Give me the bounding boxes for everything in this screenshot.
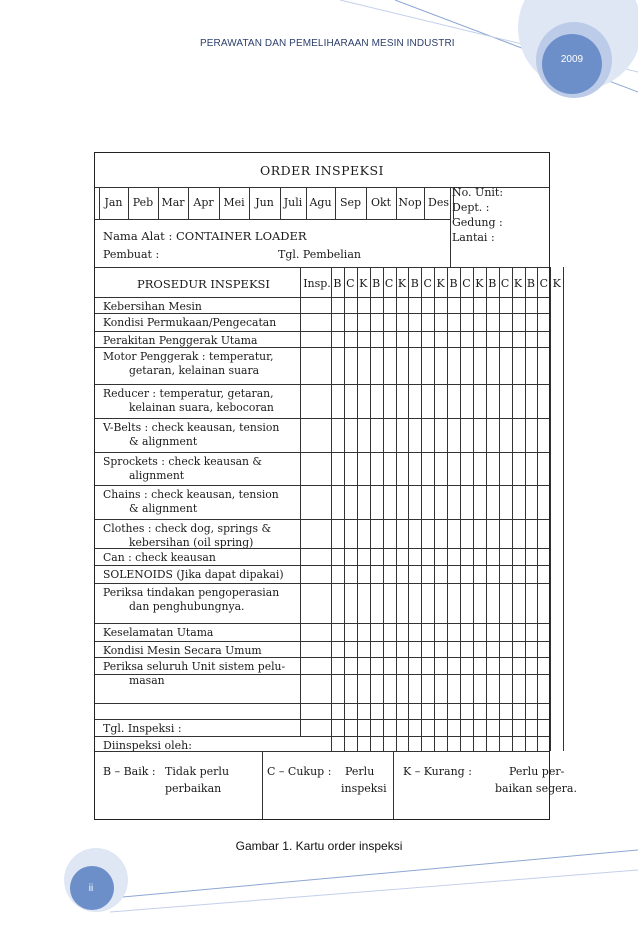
legend-desc: perbaikan bbox=[165, 782, 222, 795]
rule-line bbox=[95, 657, 549, 658]
grade-header: C bbox=[462, 277, 471, 290]
inspection-item: Clothes : check dog, springs & bbox=[103, 522, 272, 535]
inspection-item: Motor Penggerak : temperatur, bbox=[103, 350, 274, 363]
rule-line bbox=[473, 267, 474, 751]
grade-header: K bbox=[552, 277, 561, 290]
nama-alat: Nama Alat : CONTAINER LOADER bbox=[103, 229, 307, 243]
rule-line bbox=[525, 267, 526, 751]
month-mei: Mei bbox=[223, 196, 245, 209]
rule-line bbox=[99, 187, 100, 219]
rule-line bbox=[95, 719, 549, 720]
rule-line bbox=[95, 313, 549, 314]
month-juli: Juli bbox=[283, 196, 303, 209]
inspection-item: Perakitan Penggerak Utama bbox=[103, 334, 258, 347]
tgl-pembelian: Tgl. Pembelian bbox=[278, 248, 361, 261]
rule-line bbox=[424, 187, 425, 219]
inspection-item: SOLENOIDS (Jika dapat dipakai) bbox=[103, 568, 284, 581]
rule-line bbox=[335, 187, 336, 219]
rule-line bbox=[366, 187, 367, 219]
legend-code: B – Baik : bbox=[103, 765, 156, 778]
legend-code: C – Cukup : bbox=[267, 765, 332, 778]
grade-header: C bbox=[423, 277, 432, 290]
insp-header: Insp. bbox=[303, 277, 331, 290]
inspection-item: & alignment bbox=[129, 502, 198, 515]
rule-line bbox=[447, 267, 448, 751]
legend-code: K – Kurang : bbox=[403, 765, 472, 778]
rule-line bbox=[357, 267, 358, 751]
rule-line bbox=[95, 583, 549, 584]
rule-line bbox=[486, 267, 487, 751]
inspection-item: Periksa seluruh Unit sistem pelu- bbox=[103, 660, 286, 673]
rule-line bbox=[450, 187, 451, 267]
legend-desc: inspeksi bbox=[341, 782, 387, 795]
month-nop: Nop bbox=[398, 196, 422, 209]
rule-line bbox=[280, 187, 281, 219]
rule-line bbox=[95, 187, 549, 188]
inspection-item: alignment bbox=[129, 469, 185, 482]
month-apr: Apr bbox=[193, 196, 214, 209]
rule-line bbox=[95, 485, 549, 486]
inspection-item: Kebersihan Mesin bbox=[103, 300, 202, 313]
rule-line bbox=[95, 452, 549, 453]
grade-header: B bbox=[488, 277, 497, 290]
rule-line bbox=[460, 267, 461, 751]
grade-header: C bbox=[500, 277, 510, 290]
inspection-order-card bbox=[94, 152, 577, 820]
rule-line bbox=[95, 418, 549, 419]
rule-line bbox=[499, 267, 500, 751]
inspection-item: Reducer : temperatur, getaran, bbox=[103, 387, 274, 400]
inspection-item: masan bbox=[129, 674, 165, 687]
grade-header: C bbox=[346, 277, 355, 290]
inspection-item: kelainan suara, kebocoran bbox=[129, 401, 274, 414]
inspection-item: Chains : check keausan, tension bbox=[103, 488, 279, 501]
rule-line bbox=[563, 267, 564, 751]
month-okt: Okt bbox=[370, 196, 392, 209]
rule-line bbox=[95, 623, 549, 624]
month-des: Des bbox=[428, 196, 449, 209]
legend-desc: Perlu per- bbox=[509, 765, 565, 778]
rule-line bbox=[331, 267, 332, 751]
inspection-item: Sprockets : check keausan & bbox=[103, 455, 263, 468]
rule-line bbox=[95, 384, 549, 385]
rule-line bbox=[95, 548, 549, 549]
rule-line bbox=[453, 187, 454, 219]
grade-header: C bbox=[384, 277, 394, 290]
unit-info-3: Lantai : bbox=[452, 231, 495, 244]
grade-header: B bbox=[372, 277, 381, 290]
tgl-inspeksi: Tgl. Inspeksi : bbox=[103, 722, 182, 735]
month-sep: Sep bbox=[339, 196, 362, 209]
grade-header: B bbox=[410, 277, 419, 290]
legend-desc: Tidak perlu bbox=[165, 765, 230, 778]
rule-line bbox=[95, 219, 451, 220]
month-mar: Mar bbox=[161, 196, 185, 209]
rule-line bbox=[262, 751, 263, 819]
rule-line bbox=[344, 267, 345, 751]
figure-caption: Gambar 1. Kartu order inspeksi bbox=[235, 839, 403, 853]
rule-line bbox=[300, 267, 301, 736]
unit-info-0: No. Unit: bbox=[452, 186, 504, 199]
month-agu: Agu bbox=[309, 196, 332, 209]
page-number: ii bbox=[88, 883, 94, 894]
inspection-item: getaran, kelainan suara bbox=[129, 364, 260, 377]
rule-line bbox=[512, 267, 513, 751]
inspection-item: & alignment bbox=[129, 435, 198, 448]
inspection-item: V-Belts : check keausan, tension bbox=[103, 421, 280, 434]
rule-line bbox=[95, 347, 549, 348]
grade-header: K bbox=[436, 277, 445, 290]
rule-line bbox=[95, 297, 549, 298]
grade-header: B bbox=[333, 277, 342, 290]
inspection-item: kebersihan (oil spring) bbox=[129, 536, 254, 549]
pembuat: Pembuat : bbox=[103, 248, 160, 261]
unit-info-1: Dept. : bbox=[452, 201, 490, 214]
grade-header: K bbox=[513, 277, 523, 290]
inspection-item: Can : check keausan bbox=[103, 551, 216, 564]
header-year: 2009 bbox=[560, 54, 584, 65]
inspection-item: Kondisi Mesin Secara Umum bbox=[103, 644, 262, 657]
rule-line bbox=[306, 187, 307, 219]
rule-line bbox=[396, 267, 397, 751]
rule-line bbox=[95, 751, 549, 752]
legend-desc: Perlu bbox=[345, 765, 375, 778]
rule-line bbox=[537, 267, 538, 751]
rule-line bbox=[95, 641, 549, 642]
rule-line bbox=[408, 267, 409, 751]
grade-header: B bbox=[526, 277, 535, 290]
rule-line bbox=[370, 267, 371, 751]
rule-line bbox=[249, 187, 250, 219]
grade-header: C bbox=[539, 277, 549, 290]
rule-line bbox=[550, 267, 551, 751]
inspection-item: Periksa tindakan pengoperasian bbox=[103, 586, 280, 599]
rule-line bbox=[158, 187, 159, 219]
rule-line bbox=[95, 565, 549, 566]
grade-header: K bbox=[359, 277, 368, 290]
month-peb: Peb bbox=[132, 196, 154, 209]
inspection-item: Keselamatan Utama bbox=[103, 626, 214, 639]
running-header: PERAWATAN DAN PEMELIHARAAN MESIN INDUSTRI bbox=[200, 38, 455, 49]
rule-line bbox=[95, 736, 549, 737]
month-jun: Jun bbox=[255, 196, 274, 209]
inspection-item: Kondisi Permukaan/Pengecatan bbox=[103, 316, 277, 329]
rule-line bbox=[95, 674, 549, 675]
rule-line bbox=[95, 267, 549, 268]
rule-line bbox=[188, 187, 189, 219]
unit-info-2: Gedung : bbox=[452, 216, 503, 229]
grade-header: B bbox=[449, 277, 458, 290]
rule-line bbox=[383, 267, 384, 751]
rule-line bbox=[219, 187, 220, 219]
rule-line bbox=[396, 187, 397, 219]
rule-line bbox=[95, 519, 549, 520]
diinspeksi-oleh: Diinspeksi oleh: bbox=[103, 739, 192, 752]
inspection-item: dan penghubungnya. bbox=[129, 600, 245, 613]
legend-desc: baikan segera. bbox=[495, 782, 577, 795]
grade-header: K bbox=[397, 277, 407, 290]
rule-line bbox=[434, 267, 435, 751]
rule-line bbox=[95, 703, 549, 704]
rule-line bbox=[95, 331, 549, 332]
procedure-header: PROSEDUR INSPEKSI bbox=[137, 277, 270, 291]
rule-line bbox=[393, 751, 394, 819]
card-title: ORDER INSPEKSI bbox=[259, 163, 384, 178]
rule-line bbox=[128, 187, 129, 219]
month-jan: Jan bbox=[104, 196, 123, 209]
rule-line bbox=[421, 267, 422, 751]
grade-header: K bbox=[475, 277, 484, 290]
